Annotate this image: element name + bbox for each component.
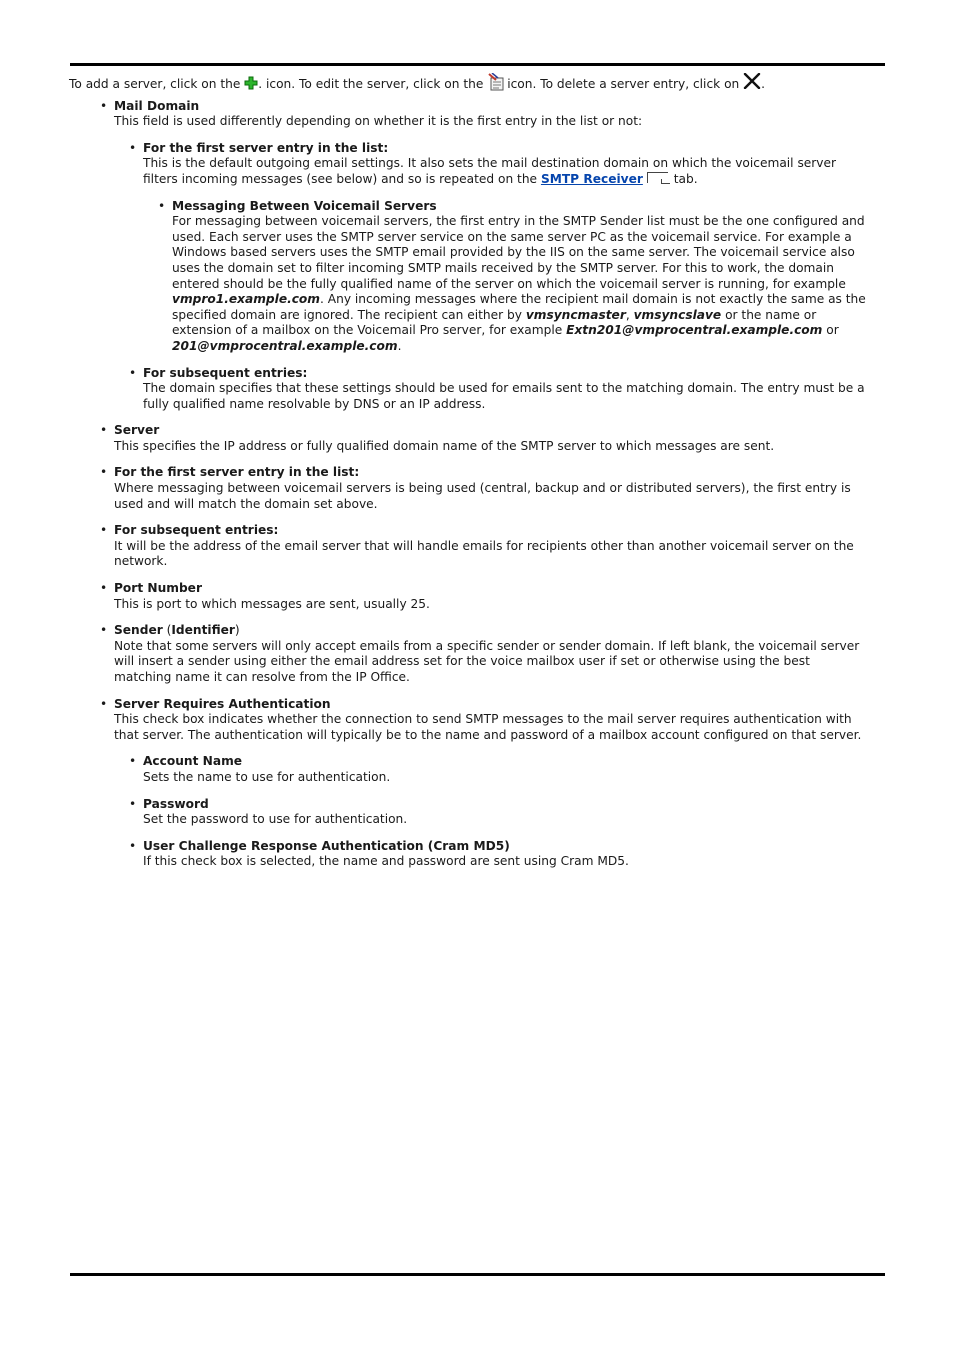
item-title: • Mail Domain [114,98,200,113]
list-item-password: • Password Set the password to use for authentication. [143,797,869,828]
tab-icon [647,172,668,183]
delete-icon[interactable] [743,73,761,89]
list-item-subsequent: • For subsequent entries: The domain specifies that these settings should be used for emails sent to the matching domain. The entry must be a fully qualified name resolvable by DNS or an IP address. [143,366,869,413]
list-item-first-entry: • For the first server entry in the list: This is the default outgoing email settings. It also sets the mail destination domain on which the voicemail server filters incoming messages (see below) and so is repeated on the SMTP Receiver tab. • Messaging Between Voicemail Servers For messaging between voicemail servers, the first entry in the SMTP Sender list must be the one configured and used. Each server uses the SMTP server service on the same server PC as the voicemail service. For example a Windows based servers uses the SMTP email provided by the IIS on the same server. The voicemail service also uses the domain set to filter incoming SMTP mails received by the SMTP server. For this to work, the domain entered should be the fully qualified name of the server on which the voicemail server is running, for example vmpro1.example.com. Any incoming messages where the recipient mail domain is not exactly the same as the specified domain are ignored. The recipient can either by vmsyncmaster, vmsyncslave or the name or extension of a mailbox on the Voicemail Pro server, for example Extn201@vmprocentral.example.com or 201@vmprocentral.example.com. [143,141,869,355]
list-item-cram-md5: • User Challenge Response Authentication (Cram MD5) If this check box is selected, the name and password are sent using Cram MD5. [143,839,869,870]
add-icon[interactable] [244,76,258,90]
mail-domain-sublist [143,141,869,413]
intro-paragraph: To add a server, click on the . icon. To edit the server, click on the icon. To delete a server entry, click on . [69,73,869,93]
header-rule [70,63,885,66]
list-item-sender: • Sender (Identifier) Note that some servers will only accept emails from a specific sender or sender domain. If left blank, the voicemail server will insert a sender using either the email address set for the voice mailbox user if set or otherwise using the best matching name it can resolve from the IP Office. [114,623,869,685]
list-item-mail-domain [114,99,869,413]
footer-rule [70,1273,885,1276]
messaging-sublist [172,199,869,355]
auth-sublist [143,754,869,870]
list-item-server-first: • For the first server entry in the list: Where messaging between voicemail servers is being used (central, backup and or distributed servers), the first entry is used and will match the domain set above. [114,465,869,512]
field-list [114,99,869,870]
list-item-server-subsequent: • For subsequent entries: It will be the address of the email server that will handle emails for recipients other than another voicemail server on the network. [114,523,869,570]
smtp-receiver-link[interactable]: SMTP Receiver [540,171,643,186]
list-item-messaging: • Messaging Between Voicemail Servers For messaging between voicemail servers, the first entry in the SMTP Sender list must be the one configured and used. Each server uses the SMTP server service on the same server PC as the voicemail service. For example a Windows based servers uses the SMTP email provided by the IIS on the same server. The voicemail service also uses the domain set to filter incoming SMTP mails received by the SMTP server. For this to work, the domain entered should be the fully qualified name of the server on which the voicemail server is running, for example vmpro1.example.com. Any incoming messages where the recipient mail domain is not exactly the same as the specified domain are ignored. The recipient can either by vmsyncmaster, vmsyncslave or the name or extension of a mailbox on the Voicemail Pro server, for example Extn201@vmprocentral.example.com or 201@vmprocentral.example.com. [172,199,869,355]
list-item-account-name: • Account Name Sets the name to use for authentication. [143,754,869,785]
edit-icon[interactable] [487,73,507,91]
list-item-auth: • Server Requires Authentication This check box indicates whether the connection to send SMTP messages to the mail server requires authentication with that server. The authentication will typically be to the name and password of a mailbox account configured on that server. • Account Name Sets the name to use for authentication. • Password Set the password to use for authentication. • User Challenge Response Authentication (Cram MD5) If this check box is selected, the name and password are sent using Cram MD5. [114,697,869,870]
item-desc: This field is used differently depending on whether it is the first entry in the list or not: [114,114,643,129]
document-body [69,73,869,870]
list-item-server: • Server This specifies the IP address or fully qualified domain name of the SMTP server to which messages are sent. [114,423,869,454]
list-item-port: • Port Number This is port to which messages are sent, usually 25. [114,581,869,612]
